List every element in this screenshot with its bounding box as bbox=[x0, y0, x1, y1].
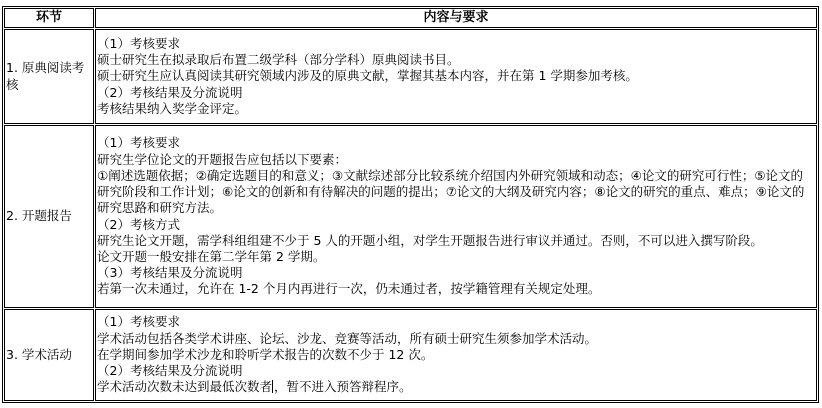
table-row bbox=[4, 125, 817, 308]
table-row bbox=[4, 29, 817, 124]
content-line: ①阐述选题依据；②确定选题目的和意义；③文献综述部分比较系统介绍国内外研究领域和动态；④论文的研究可行性；⑤论文的研究阶段和工作计划；⑥论文的创新和有待解决的问题的提出；⑦论文的大纲及研究内容；⑧论文的研究的重点、难点；⑨论文的研究思路和研究方法。 bbox=[97, 167, 805, 216]
content-cell bbox=[95, 125, 817, 308]
section-heading: （1）考核要求 bbox=[97, 314, 180, 330]
section-heading: （2）考核结果及分流说明 bbox=[97, 84, 243, 100]
content-line: 在学期间参加学术沙龙和聆听学术报告的次数不少于 12 次。 bbox=[97, 346, 434, 362]
requirements-table bbox=[2, 6, 819, 403]
header-stage: 环节 bbox=[4, 8, 94, 28]
content-cell bbox=[95, 29, 817, 124]
table-row bbox=[4, 309, 817, 401]
content-line: 硕士研究生应认真阅读其研究领域内涉及的原典文献，掌握其基本内容，并在第 1 学期参加考核。 bbox=[97, 68, 638, 84]
section-heading: （2）考核方式 bbox=[97, 216, 180, 232]
content-line: 硕士研究生在拟录取后布置二级学科（部分学科）原典阅读书目。 bbox=[97, 52, 460, 68]
stage-cell: 1. 原典阅读考核 bbox=[4, 29, 94, 124]
content-line: 考核结果纳入奖学金评定。 bbox=[97, 100, 248, 116]
content-line: 研究生学位论文的开题报告应包括以下要素： bbox=[97, 151, 348, 167]
text-before-caret: 学术活动次数未达到最低次数者 bbox=[97, 379, 273, 395]
section-heading: （2）考核结果及分流说明 bbox=[97, 363, 243, 379]
content-line: 研究生论文开题，需学科组组建不少于 5 人的开题小组，对学生开题报告进行审议并通过。否则，不可以进入撰写阶段。 bbox=[97, 232, 763, 248]
section-heading: （1）考核要求 bbox=[97, 135, 180, 151]
content-cell bbox=[95, 309, 817, 401]
stage-cell: 3. 学术活动 bbox=[4, 309, 94, 401]
text-cursor bbox=[272, 380, 273, 393]
section-heading: （1）考核要求 bbox=[97, 35, 180, 51]
header-row bbox=[4, 8, 817, 28]
content-line: 论文开题一般安排在第二学年第 2 学期。 bbox=[97, 248, 326, 264]
section-heading: （3）考核结果及分流说明 bbox=[97, 265, 243, 281]
stage-cell: 2. 开题报告 bbox=[4, 125, 94, 308]
text-after-caret: ，暂不进入预答辩程序。 bbox=[274, 379, 412, 395]
header-content: 内容与要求 bbox=[95, 8, 817, 28]
content-line: 若第一次未通过，允许在 1-2 个月内再进行一次，仍未通过者，按学籍管理有关规定处理。 bbox=[97, 281, 601, 297]
content-line[interactable] bbox=[97, 379, 815, 395]
content-line: 学术活动包括各类学术讲座、论坛、沙龙、竞赛等活动，所有硕士研究生须参加学术活动。 bbox=[97, 330, 598, 346]
